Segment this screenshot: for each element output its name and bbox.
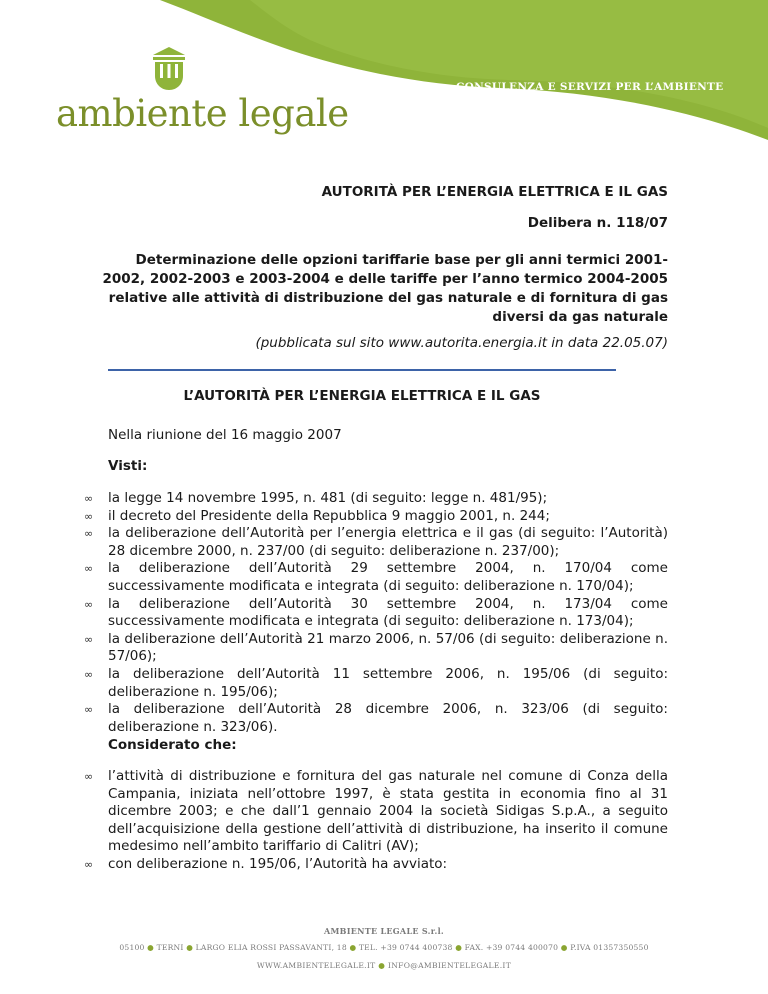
bullet-icon: ∞: [84, 527, 94, 541]
temple-logo-icon: [150, 46, 188, 92]
list-item-text: la deliberazione dell’Autorità 11 settembre 2006, n. 195/06 (di seguito: deliberazione n. 195/06);: [108, 665, 668, 700]
separator-dot-icon: ●: [346, 943, 359, 952]
footer-part: WWW.AMBIENTELEGALE.IT: [256, 961, 376, 970]
separator-dot-icon: ●: [558, 943, 571, 952]
list-item-text: con deliberazione n. 195/06, l’Autorità ha avviato:: [108, 855, 448, 872]
list-item: [84, 855, 668, 874]
footer-part: INFO@AMBIENTELEGALE.IT: [387, 961, 512, 970]
list-item: [84, 630, 668, 666]
footer-company: AMBIENTE LEGALE S.r.l.: [323, 926, 445, 936]
list-item: [84, 701, 668, 736]
bullet-icon: ∞: [84, 632, 94, 646]
considerato-list: [84, 768, 668, 874]
list-item-text: la legge 14 novembre 1995, n. 481 (di seguito: legge n. 481/95);: [108, 490, 548, 506]
footer-part: TERNI: [156, 943, 184, 952]
publication-note: (pubblicata sul sito www.autorita.energia.it in data 22.05.07): [255, 335, 668, 351]
list-item-text: l’attività di distribuzione e fornitura del gas naturale nel comune di Conza della Campania, iniziata nell’ottobre 1997, è stata gestita in economia fino al 31 dicembre 2003; e che dall’1 gennaio 2004 la società Sidigas S.p.A., a seguito dell’acquisizione della gestione dell’attività di distribuzione, ha inserito il comune medesimo nell’ambito tariffario di Calitri (AV);: [108, 768, 668, 855]
list-item-text: la deliberazione dell’Autorità 30 settembre 2004, n. 173/04 come successivamente modificata e integrata (di seguito: deliberazione n. 173/04);: [108, 595, 668, 630]
footer-web: [0, 961, 768, 970]
bullet-icon: ∞: [84, 703, 94, 717]
bullet-icon: ∞: [84, 562, 94, 576]
footer-part: P.IVA 01357350550: [570, 943, 649, 952]
list-item: [84, 768, 668, 856]
footer-part: FAX. +39 0744 400070: [464, 943, 559, 952]
list-item: [84, 507, 668, 526]
list-item-text: il decreto del Presidente della Repubblica 9 maggio 2001, n. 244;: [108, 507, 550, 524]
bullet-icon: ∞: [84, 667, 94, 681]
delibera-number: Delibera n. 118/07: [527, 215, 668, 231]
list-item-text: la deliberazione dell’Autorità 21 marzo 2006, n. 57/06 (di seguito: deliberazione n. 57/06);: [108, 630, 668, 665]
separator-dot-icon: ●: [452, 943, 465, 952]
bullet-icon: ∞: [84, 770, 94, 783]
delibera-subject: Determinazione delle opzioni tariffarie base per gli anni termici 2001-2002, 2002-2003 e 2003-2004 e delle tariffe per l’anno termico 2004-2005 relative alle attività di distribuzione del gas naturale e di fornitura di gas diversi da gas naturale: [102, 252, 668, 325]
considerato-heading: Considerato che:: [108, 737, 237, 753]
separator-dot-icon: ●: [375, 961, 388, 970]
bullet-icon: ∞: [84, 597, 94, 611]
footer-part: 05100: [119, 943, 145, 952]
list-item-text: la deliberazione dell’Autorità 28 dicembre 2006, n. 323/06 (di seguito: deliberazione n. 323/06).: [108, 701, 668, 735]
footer-address: [0, 943, 768, 952]
logo-text: ambiente legale: [56, 92, 349, 135]
list-item-text: la deliberazione dell’Autorità per l’energia elettrica e il gas (di seguito: l’Autorità) 28 dicembre 2000, n. 237/00 (di seguito: deliberazione n. 237/00);: [108, 525, 668, 559]
list-item: [84, 525, 668, 560]
authority-heading: L’AUTORITÀ PER L’ENERGIA ELETTRICA E IL GAS: [183, 388, 541, 404]
divider-line: [108, 369, 616, 371]
list-item: [84, 665, 668, 701]
visti-list: [84, 490, 668, 736]
list-item: [84, 490, 668, 508]
footer-part: TEL. +39 0744 400738: [358, 943, 453, 952]
list-item: [84, 595, 668, 631]
footer-part: LARGO ELIA ROSSI PASSAVANTI, 18: [195, 943, 347, 952]
visti-heading: Visti:: [108, 458, 148, 474]
bullet-icon: ∞: [84, 857, 94, 871]
list-item: [84, 560, 668, 595]
separator-dot-icon: ●: [144, 943, 157, 952]
bullet-icon: ∞: [84, 492, 94, 505]
meeting-date: Nella riunione del 16 maggio 2007: [108, 427, 342, 443]
separator-dot-icon: ●: [183, 943, 196, 952]
tagline: CONSULENZA E SERVIZI PER L’AMBIENTE: [456, 81, 724, 93]
list-item-text: la deliberazione dell’Autorità 29 settembre 2004, n. 170/04 come successivamente modificata e integrata (di seguito: deliberazione n. 170/04);: [108, 560, 668, 594]
bullet-icon: ∞: [84, 509, 94, 523]
authority-title: AUTORITÀ PER L’ENERGIA ELETTRICA E IL GAS: [321, 184, 668, 200]
